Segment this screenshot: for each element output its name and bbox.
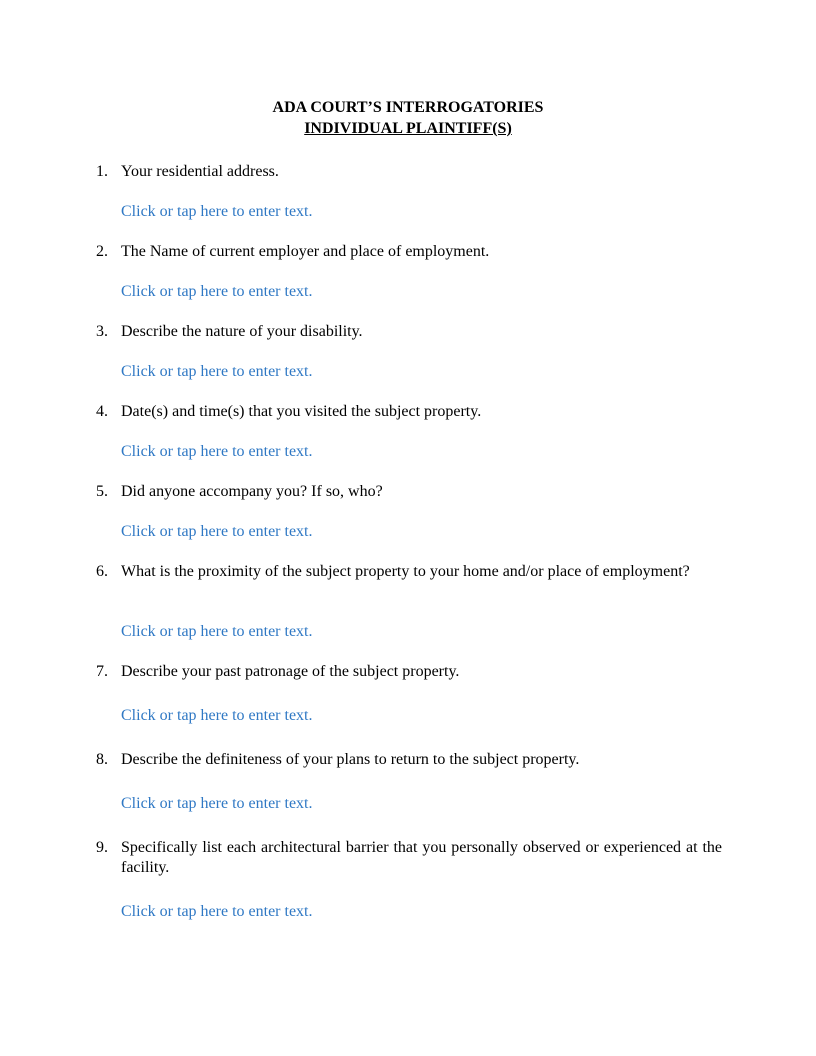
question-1 bbox=[96, 162, 722, 182]
question-text: Date(s) and time(s) that you visited the subject property. bbox=[121, 403, 482, 420]
question-6 bbox=[96, 562, 722, 582]
document-subtitle: INDIVIDUAL PLAINTIFF(S) bbox=[304, 120, 512, 137]
question-number: 1. bbox=[96, 163, 108, 180]
question-7 bbox=[96, 662, 722, 682]
question-9 bbox=[96, 838, 722, 878]
answer-field-3[interactable]: Click or tap here to enter text. bbox=[121, 363, 313, 380]
question-text: Your residential address. bbox=[121, 163, 279, 180]
question-number: 6. bbox=[96, 563, 108, 580]
question-number: 8. bbox=[96, 751, 108, 768]
question-text: What is the proximity of the subject property to your home and/or place of employment? bbox=[121, 563, 690, 580]
question-text: The Name of current employer and place of employment. bbox=[121, 243, 490, 260]
question-text: Did anyone accompany you? If so, who? bbox=[121, 483, 383, 500]
question-number: 4. bbox=[96, 403, 108, 420]
question-text: Specifically list each architectural barrier that you personally observed or experienced at the facility. bbox=[121, 839, 722, 876]
document-title: ADA COURT’S INTERROGATORIES bbox=[272, 99, 544, 116]
question-text: Describe the definiteness of your plans to return to the subject property. bbox=[121, 751, 580, 768]
question-3 bbox=[96, 322, 722, 342]
question-4 bbox=[96, 402, 722, 422]
answer-field-7[interactable]: Click or tap here to enter text. bbox=[121, 707, 313, 724]
answer-field-6[interactable]: Click or tap here to enter text. bbox=[121, 623, 313, 640]
answer-field-9[interactable]: Click or tap here to enter text. bbox=[121, 903, 313, 920]
question-8 bbox=[96, 750, 722, 770]
answer-field-8[interactable]: Click or tap here to enter text. bbox=[121, 795, 313, 812]
question-2 bbox=[96, 242, 722, 262]
question-text: Describe the nature of your disability. bbox=[121, 323, 363, 340]
question-number: 9. bbox=[96, 839, 108, 856]
answer-field-2[interactable]: Click or tap here to enter text. bbox=[121, 283, 313, 300]
question-number: 2. bbox=[96, 243, 108, 260]
answer-field-5[interactable]: Click or tap here to enter text. bbox=[121, 523, 313, 540]
question-number: 5. bbox=[96, 483, 108, 500]
answer-field-1[interactable]: Click or tap here to enter text. bbox=[121, 203, 313, 220]
answer-field-4[interactable]: Click or tap here to enter text. bbox=[121, 443, 313, 460]
question-number: 7. bbox=[96, 663, 108, 680]
question-5 bbox=[96, 482, 722, 502]
question-text: Describe your past patronage of the subject property. bbox=[121, 663, 460, 680]
question-number: 3. bbox=[96, 323, 108, 340]
